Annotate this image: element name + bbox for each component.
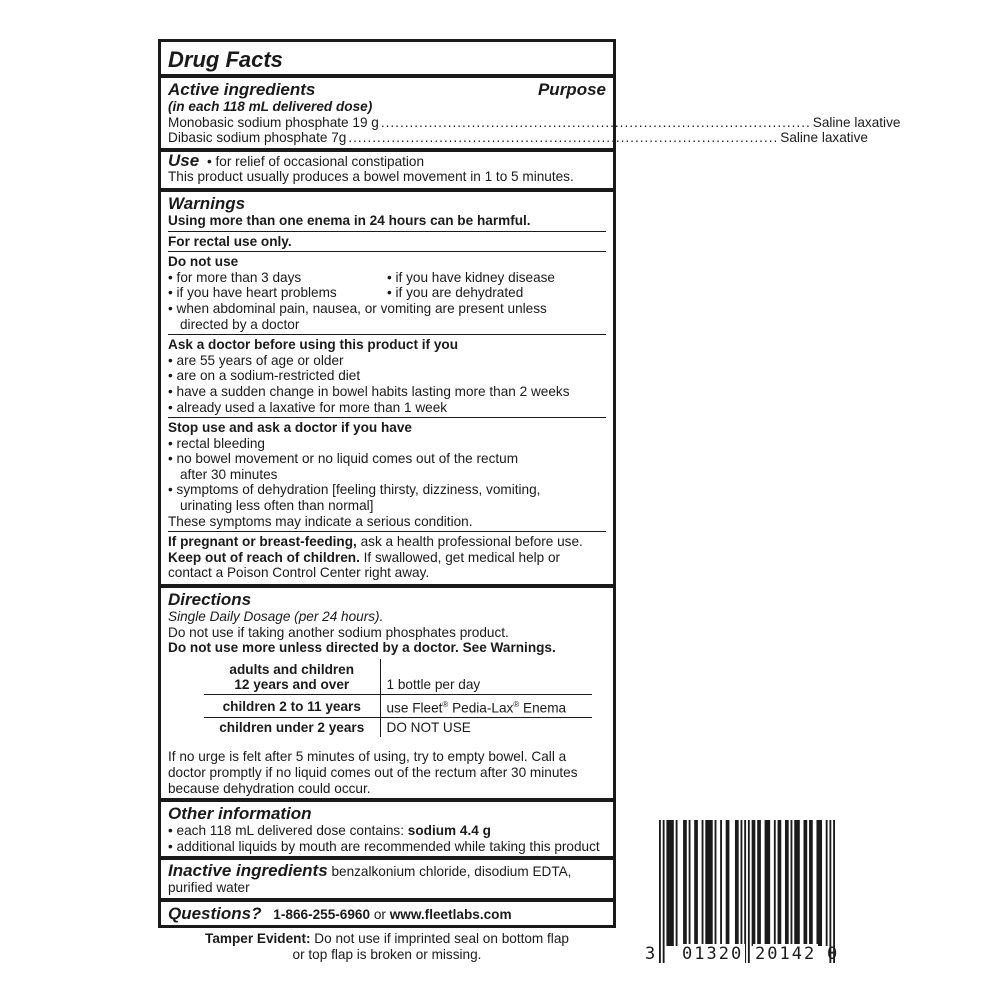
inactive-text: benzalkonium chloride, disodium EDTA,	[327, 864, 572, 880]
inactive-text-2: purified water	[168, 879, 250, 895]
barcode-bar	[791, 820, 793, 946]
use-section	[168, 152, 606, 188]
list-item: • if you have kidney disease	[387, 269, 555, 285]
age-line: 12 years and over	[234, 676, 350, 692]
ingredient-row	[168, 114, 901, 131]
dosage-table	[204, 659, 592, 738]
barcode-bar	[726, 820, 730, 946]
registered-mark: ®	[442, 699, 449, 709]
list-item: • have a sudden change in bowel habits lasting more than 2 weeks	[168, 383, 570, 399]
barcode-group-2: 20142	[755, 944, 817, 964]
tamper-bold: Tamper Evident:	[205, 931, 311, 946]
barcode-bar	[715, 820, 717, 946]
barcode-bar	[676, 820, 678, 946]
list-item: • when abdominal pain, nausea, or vomiting are present unless	[168, 300, 547, 316]
use-bullet: • for relief of occasional constipation	[206, 153, 425, 169]
directions-bold-line: Do not use more unless directed by a doctor. See Warnings.	[168, 640, 556, 656]
barcode-bar	[748, 820, 750, 963]
stop-use-block	[168, 418, 606, 531]
ingredient-name: Dibasic sodium phosphate 7g	[168, 130, 347, 146]
tamper-text-2: or top flap is broken or missing.	[292, 947, 482, 962]
barcode-bar	[659, 820, 661, 963]
directions-after: If no urge is felt after 5 minutes of using, try to empty bowel. Call a	[168, 749, 567, 765]
table-row	[204, 659, 592, 695]
keep-out-bold: Keep out of reach of children.	[168, 549, 360, 565]
table-row	[204, 718, 592, 738]
registered-mark: ®	[513, 699, 520, 709]
barcode-bar	[826, 820, 828, 946]
barcode	[643, 820, 843, 965]
drug-facts-title: Drug Facts	[168, 47, 283, 72]
use-text: This product usually produces a bowel movement in 1 to 5 minutes.	[168, 169, 574, 185]
barcode-bar	[666, 820, 673, 946]
barcode-bar	[778, 820, 782, 946]
warnings-line: Using more than one enema in 24 hours can be harmful.	[168, 212, 531, 228]
barcode-bar	[774, 820, 776, 946]
list-item: • for more than 3 days	[168, 269, 302, 285]
directions-after: doctor promptly if no liquid comes out of the rectum after 30 minutes	[168, 764, 578, 780]
barcode-bar	[833, 820, 835, 963]
phone-number[interactable]: 1-866-255-6960	[273, 906, 371, 922]
barcode-bar	[765, 820, 771, 946]
list-item: • rectal bleeding	[168, 435, 265, 451]
table-row	[204, 694, 592, 718]
or-text: or	[370, 906, 390, 922]
directions-heading: Directions	[168, 590, 252, 610]
inactive-heading: Inactive ingredients	[168, 861, 328, 881]
barcode-check-digit: 0	[827, 944, 838, 964]
barcode-bar	[735, 820, 739, 946]
purpose-heading: Purpose	[537, 80, 606, 99]
pregnancy-block	[168, 532, 606, 584]
active-ingredients-heading: Active ingredients	[168, 80, 316, 99]
age-cell: children under 2 years	[204, 718, 380, 738]
stop-use-note: These symptoms may indicate a serious condition.	[168, 513, 473, 529]
list-item: • symptoms of dehydration [feeling thirsty, dizziness, vomiting,	[168, 482, 541, 498]
directions-after: because dehydration could occur.	[168, 780, 371, 796]
amount-cell: 1 bottle per day	[386, 676, 481, 692]
other-info-heading: Other information	[168, 804, 312, 824]
sodium-amount: sodium 4.4 g	[407, 823, 491, 839]
warnings-heading: Warnings	[168, 193, 246, 213]
barcode-bar	[702, 820, 704, 946]
list-item: • already used a laxative for more than 1 week	[168, 399, 448, 415]
directions-line: Do not use if taking another sodium phosphates product.	[168, 624, 509, 640]
directions-italic: Single Daily Dosage (per 24 hours).	[168, 609, 384, 625]
barcode-bar	[663, 820, 665, 963]
do-not-use-heading: Do not use	[168, 254, 239, 270]
amount-cell	[380, 694, 592, 718]
list-item: • if you are dehydrated	[387, 285, 524, 301]
tamper-evident-note	[158, 931, 616, 963]
list-item-continued: urinating less often than normal]	[180, 498, 374, 514]
ingredient-purpose: Saline laxative	[780, 130, 868, 146]
barcode-bar	[816, 820, 822, 946]
inactive-section	[168, 860, 606, 897]
barcode-bar	[705, 820, 712, 946]
barcode-bar	[752, 820, 756, 946]
amount-cell: DO NOT USE	[380, 718, 592, 738]
barcode-bar	[689, 820, 691, 946]
amount-text: Pedia-Lax	[448, 700, 514, 716]
use-heading: Use	[168, 150, 200, 170]
list-item: • are 55 years of age or older	[168, 352, 344, 368]
ingredient-name: Monobasic sodium phosphate 19 g	[168, 114, 379, 130]
amount-text: Enema	[519, 700, 567, 716]
age-cell: children 2 to 11 years	[204, 694, 380, 718]
other-info-section	[168, 802, 606, 856]
barcode-bar	[804, 820, 808, 946]
barcode-bar	[720, 820, 722, 946]
other-info-item: • each 118 mL delivered dose contains:	[168, 823, 408, 839]
keep-out-text: If swallowed, get medical help or	[359, 549, 561, 565]
tamper-text: Do not use if imprinted seal on bottom flap	[310, 931, 569, 946]
dot-leader: ..........................................................................................	[348, 130, 779, 146]
barcode-lead-digit: 3	[645, 944, 656, 964]
questions-heading: Questions?	[168, 903, 262, 923]
other-info-item: • additional liquids by mouth are recommended while taking this product	[168, 838, 600, 854]
warnings-line: For rectal use only.	[168, 233, 292, 249]
list-item-continued: directed by a doctor	[180, 316, 300, 332]
barcode-group-1: 01320	[682, 944, 744, 964]
list-item: • are on a sodium-restricted diet	[168, 368, 361, 384]
barcode-bar	[757, 820, 761, 946]
list-item: • no bowel movement or no liquid comes out of the rectum	[168, 451, 519, 467]
barcode-bar	[741, 820, 743, 946]
do-not-use-block	[168, 252, 606, 334]
barcode-bar	[829, 820, 831, 963]
list-item-continued: after 30 minutes	[180, 466, 278, 482]
warnings-section	[168, 192, 606, 584]
dot-leader: ..........................................................................................	[380, 114, 811, 130]
active-subheading: (in each 118 mL delivered dose)	[168, 99, 373, 114]
age-line: adults and children	[229, 661, 355, 677]
age-cell	[204, 659, 380, 695]
stop-use-heading: Stop use and ask a doctor if you have	[168, 420, 412, 436]
amount-text: use Fleet	[386, 700, 443, 716]
pregnant-text: ask a health professional before use.	[356, 534, 583, 550]
barcode-bar	[809, 820, 813, 946]
list-item: • if you have heart problems	[168, 285, 337, 301]
ask-doctor-heading: Ask a doctor before using this product if you	[168, 337, 459, 353]
barcode-bar	[785, 820, 789, 946]
ingredient-purpose: Saline laxative	[812, 114, 901, 130]
keep-out-text-2: contact a Poison Control Center right away.	[168, 565, 430, 581]
drug-facts-panel	[158, 39, 901, 928]
pregnant-bold: If pregnant or breast-feeding,	[168, 534, 357, 550]
website-link[interactable]: www.fleetlabs.com	[389, 906, 512, 922]
barcode-bars	[659, 820, 838, 964]
directions-section	[168, 588, 606, 798]
barcode-bar	[744, 820, 746, 963]
ask-doctor-block	[168, 335, 606, 417]
barcode-bar	[683, 820, 687, 946]
barcode-bar	[694, 820, 698, 946]
barcode-bar	[794, 820, 800, 946]
active-ingredients-section	[168, 78, 901, 148]
ingredient-row	[168, 130, 868, 148]
questions-section	[168, 902, 606, 923]
